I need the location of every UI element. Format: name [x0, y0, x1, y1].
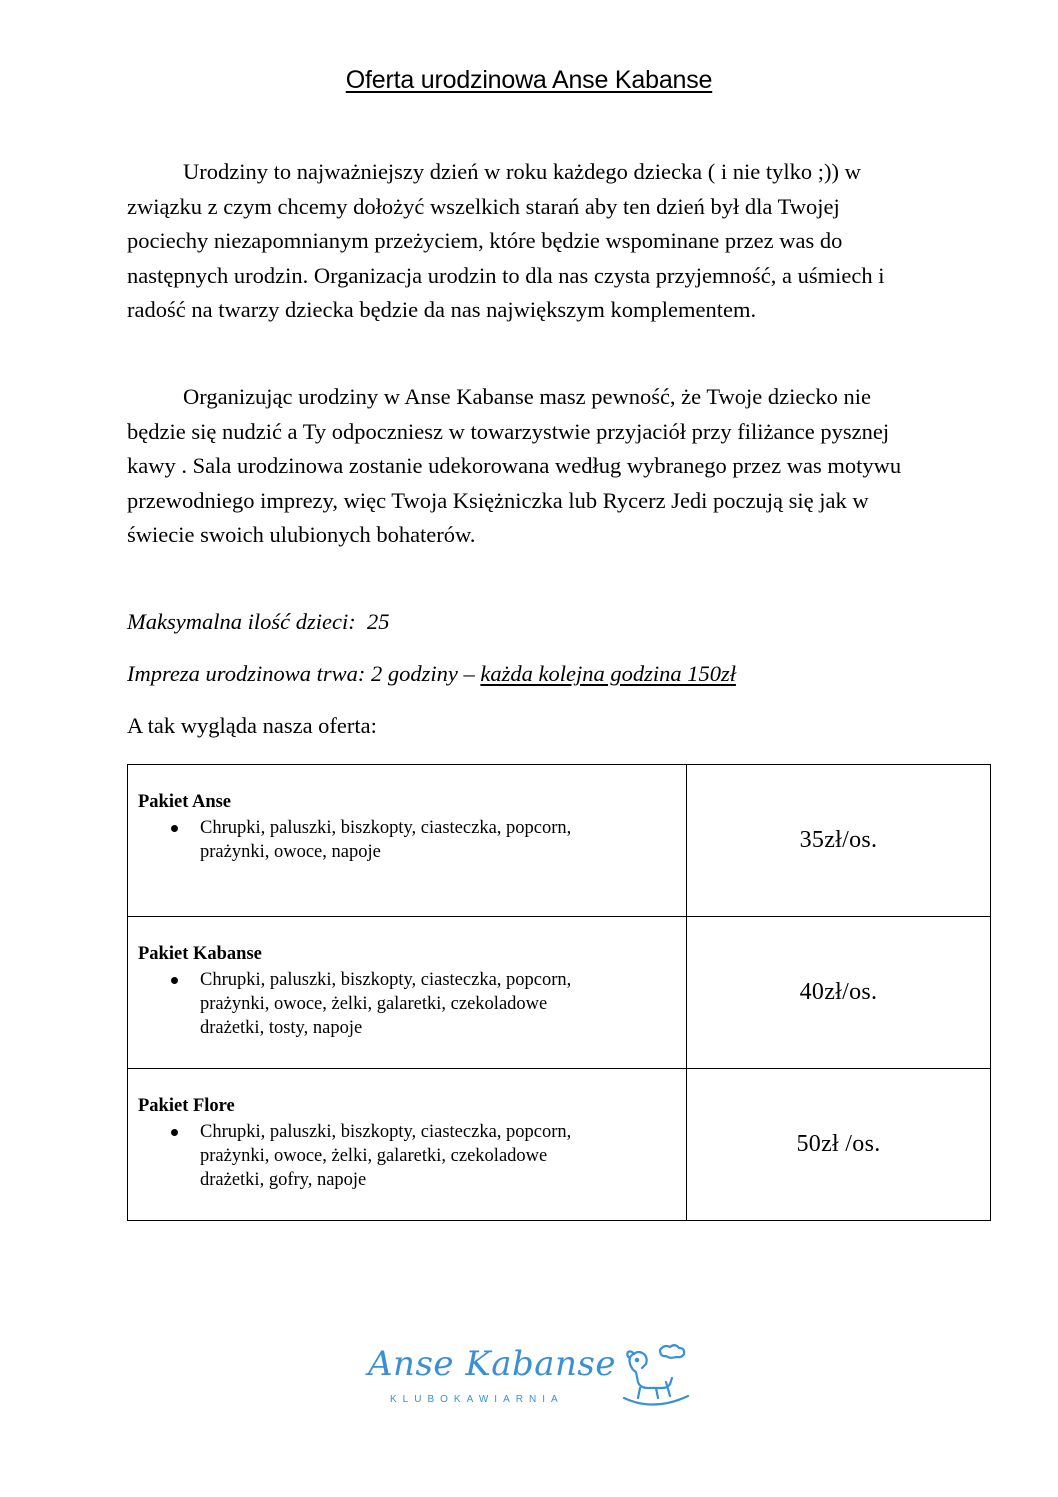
package-description-cell: [128, 917, 687, 1069]
offer-intro: A tak wygląda nasza oferta:: [127, 713, 377, 738]
logo-subtitle: KLUBOKAWIARNIA: [390, 1394, 564, 1405]
organization-paragraph: Organizując urodziny w Anse Kabanse masz pewność, że Twoje dziecko nie będzie się nudzić a Ty odpoczniesz w towarzystwie przyjaciół przy filiżance pysznej kawy . Sala urodzinowa zostanie udekorowana według wybranego przez was motywu przewodniego imprezy, więc Twoja Księżniczka lub Rycerz Jedi poczują się jak w świecie swoich ulubionych bohaterów.: [127, 384, 902, 547]
package-price: 50zł /os.: [687, 1069, 991, 1221]
logo-name: Anse Kabanse: [368, 1344, 617, 1384]
package-items: [138, 1120, 600, 1192]
package-items: [138, 816, 600, 864]
table-row: [128, 1069, 991, 1221]
package-name: Pakiet Anse: [138, 792, 232, 812]
table-row: [128, 765, 991, 917]
package-name: Pakiet Flore: [138, 1096, 235, 1116]
max-kids-label: Maksymalna ilość dzieci: [127, 609, 349, 634]
page-title: Oferta urodzinowa Anse Kabanse: [345, 66, 713, 94]
package-price: 35zł/os.: [687, 765, 991, 917]
brand-logo: [368, 1340, 698, 1420]
package-items-text: Chrupki, paluszki, biszkopty, ciasteczka, popcorn, prażynki, owoce, żelki, galaretki, czekoladowe drażetki, tosty, napoje: [200, 970, 572, 1038]
intro-paragraph: Urodziny to najważniejszy dzień w roku każdego dziecka ( i nie tylko ;)) w związku z czym chcemy dołożyć wszelkich starań aby ten dzień był dla Twojej pociechy niezapomnianym przeżyciem, które będzie wspominane przez was do następnych urodzin. Organizacja urodzin to dla nas czysta przyjemność, a uśmiech i radość na twarzy dziecka będzie da nas największym komplementem.: [127, 159, 885, 322]
extra-hour-price: każda kolejna godzina 150zł: [480, 661, 736, 686]
package-price: 40zł/os.: [687, 917, 991, 1069]
duration-line: Impreza urodzinowa trwa: 2 godziny – każda kolejna godzina 150zł: [127, 661, 736, 686]
package-description-cell: [128, 765, 687, 917]
package-description-cell: [128, 1069, 687, 1221]
bullet-icon: [171, 825, 178, 832]
packages-table: [127, 764, 991, 1221]
package-items: [138, 968, 600, 1040]
duration-value: 2 godziny: [370, 661, 458, 686]
package-items-text: Chrupki, paluszki, biszkopty, ciasteczka, popcorn, prażynki, owoce, napoje: [200, 818, 572, 862]
max-kids-line: Maksymalna ilość dzieci: 25: [127, 609, 390, 634]
rocking-horse-icon: [620, 1340, 692, 1416]
max-kids-value: 25: [366, 609, 390, 634]
bullet-icon: [171, 1129, 178, 1136]
package-name: Pakiet Kabanse: [138, 944, 262, 964]
duration-label: Impreza urodzinowa trwa: [127, 661, 358, 686]
bullet-icon: [171, 977, 178, 984]
package-items-text: Chrupki, paluszki, biszkopty, ciasteczka, popcorn, prażynki, owoce, żelki, galaretki, czekoladowe drażetki, gofry, napoje: [200, 1122, 572, 1190]
table-row: [128, 917, 991, 1069]
duration-dash: –: [463, 661, 475, 686]
